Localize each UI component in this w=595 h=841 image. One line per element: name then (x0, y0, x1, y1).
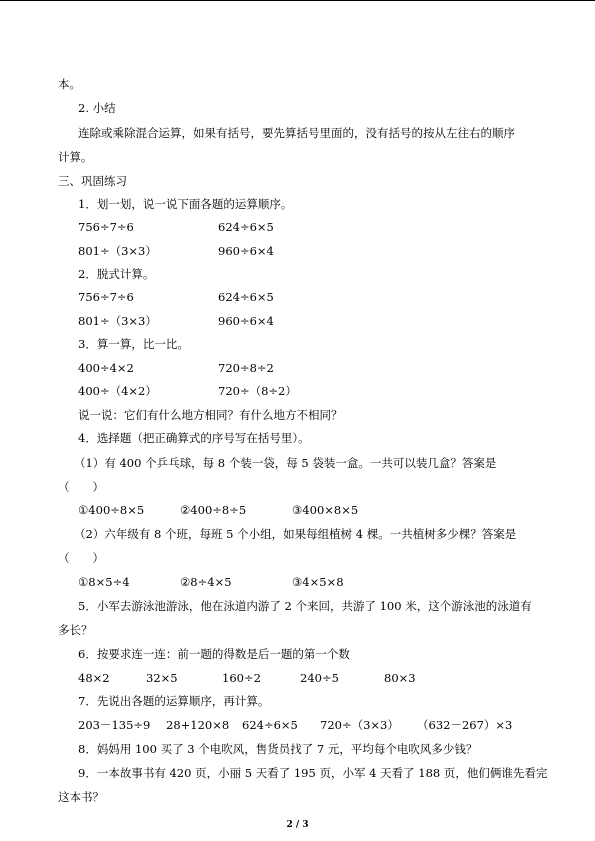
expression: 624÷6×5 (218, 290, 274, 304)
expression: 624÷6×5 (218, 220, 274, 234)
answer-blank: （ ） (58, 480, 104, 494)
text-line: 5．小军去游泳池游泳，他在泳道内游了 2 个来回，共游了 100 米，这个游泳池的泳道有 (78, 599, 532, 613)
expression: 400÷4×2 (78, 361, 134, 375)
choice-option: ①400÷8×5 (78, 503, 145, 517)
question-title: 6．按要求连一连：前一题的得数是后一题的第一个数 (78, 647, 350, 661)
text-line: （1）有 400 个乒乓球，每 8 个装一袋，每 5 袋装一盒。一共可以装几盒？答案是 (74, 456, 497, 470)
expression: （632－267）×3 (417, 718, 513, 732)
expression: 400÷（4×2） (78, 384, 157, 398)
expression: 80×3 (384, 671, 416, 685)
choice-option: ①8×5÷4 (78, 575, 130, 589)
expression: 32×5 (146, 671, 178, 685)
expression: 960÷6×4 (218, 314, 274, 328)
expression: 960÷6×4 (218, 244, 274, 258)
section-heading: 2. 小结 (78, 101, 116, 115)
text-line: 这本书？ (58, 790, 104, 804)
text-line: 多长？ (58, 623, 93, 637)
expression: 160÷2 (222, 671, 261, 685)
text-line: 计算。 (58, 150, 93, 164)
question-title: 7．先说出各题的运算顺序，再计算。 (78, 694, 270, 708)
choice-option: ③4×5×8 (292, 575, 344, 589)
expression: 240÷5 (300, 671, 339, 685)
question-title: 4．选择题（把正确算式的序号写在括号里）。 (78, 431, 310, 445)
expression: 28+120×8 (166, 718, 230, 732)
expression: 624÷6×5 (242, 718, 298, 732)
text-line: 本。 (58, 77, 81, 91)
expression: 203－135÷9 (78, 718, 151, 732)
expression: 756÷7÷6 (78, 290, 134, 304)
answer-blank: （ ） (58, 551, 104, 565)
text-line: 连除或乘除混合运算，如果有括号，要先算括号里面的，没有括号的按从左往右的顺序 (78, 126, 515, 140)
expression: 720÷8÷2 (218, 361, 274, 375)
expression: 48×2 (78, 671, 110, 685)
question-title: 2．脱式计算。 (78, 267, 155, 281)
choice-option: ②400÷8÷5 (180, 503, 247, 517)
question-title: 1．划一划，说一说下面各题的运算顺序。 (78, 197, 293, 211)
text-line: 9．一本故事书有 420 页，小丽 5 天看了 195 页，小军 4 天看了 188 页，他们俩谁先看完 (78, 766, 548, 780)
choice-option: ③400×8×5 (292, 503, 359, 517)
text-line: 说一说：它们有什么地方相同？有什么地方不相同？ (78, 408, 343, 422)
text-line: （2）六年级有 8 个班，每班 5 个小组，如果每组植树 4 棵。一共植树多少棵？答案是 (74, 527, 517, 541)
expression: 801÷（3×3） (78, 314, 157, 328)
section-heading: 三、巩固练习 (58, 174, 127, 188)
text-line: 8．妈妈用 100 买了 3 个电吹风，售货员找了 7 元，平均每个电吹风多少钱？ (78, 742, 478, 756)
expression: 756÷7÷6 (78, 220, 134, 234)
top-rule (0, 0, 595, 1)
choice-option: ②8÷4×5 (180, 575, 232, 589)
expression: 801÷（3×3） (78, 244, 157, 258)
question-title: 3．算一算，比一比。 (78, 337, 189, 351)
expression: 720÷（3×3） (320, 718, 399, 732)
expression: 720÷（8÷2） (218, 384, 297, 398)
page-number: 2 / 3 (286, 820, 309, 830)
